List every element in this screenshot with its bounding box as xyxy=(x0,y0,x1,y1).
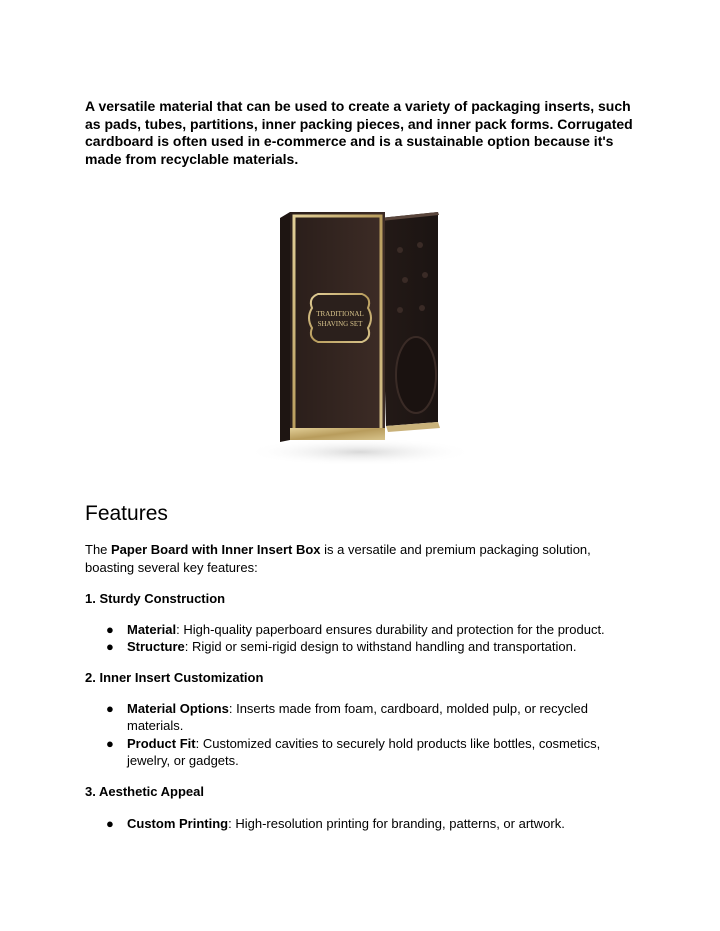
shaving-set-box-illustration xyxy=(240,190,480,475)
section-title-insert: 2. Inner Insert Customization xyxy=(85,670,264,685)
item-term: Product Fit xyxy=(127,735,196,751)
item-term: Structure xyxy=(127,639,185,655)
bullet-icon: ● xyxy=(106,816,114,831)
section-title-construction: 1. Sturdy Construction xyxy=(85,591,226,606)
features-intro-prefix: The xyxy=(85,542,112,557)
list-item xyxy=(106,735,626,770)
list-item xyxy=(106,621,626,638)
bullet-icon: ● xyxy=(106,622,114,637)
item-text: : High-resolution printing for branding, patterns, or artwork. xyxy=(228,816,565,831)
item-text: : Customized cavities to securely hold products like bottles, cosmetics, jewelry, or gadgets. xyxy=(127,735,601,768)
bullet-icon: ● xyxy=(106,735,114,751)
box-label xyxy=(309,294,371,342)
features-heading: Features xyxy=(85,502,168,525)
bullet-icon: ● xyxy=(106,639,114,655)
features-intro-suffix: is a versatile and premium packaging solution, boasting several key features: xyxy=(85,542,591,575)
item-term: Custom Printing xyxy=(127,816,229,831)
product-image xyxy=(240,190,480,475)
aesthetic-list xyxy=(106,815,626,832)
product-name: Paper Board with Inner Insert Box xyxy=(111,542,321,557)
insert-list xyxy=(106,700,626,769)
item-term: Material Options xyxy=(127,701,229,716)
bullet-icon: ● xyxy=(106,701,114,716)
list-item xyxy=(106,700,626,735)
item-text: : Rigid or semi-rigid design to withstand handling and transportation. xyxy=(184,639,577,655)
intro-paragraph: A versatile material that can be used to create a variety of packaging inserts, such as pads, tubes, partitions, inner packing pieces, and inner pack forms. Corrugated cardboard is often used in e-commerce and is a sustainable option because it's made from recyclable materials. xyxy=(85,98,633,167)
list-item xyxy=(106,638,626,655)
item-text: : High-quality paperboard ensures durability and protection for the product. xyxy=(176,622,605,637)
list-item xyxy=(106,815,626,832)
item-term: Material xyxy=(127,622,177,637)
label-line-2: SHAVING SET xyxy=(317,320,363,328)
construction-list xyxy=(106,621,626,656)
features-intro xyxy=(85,541,625,576)
label-line-1: TRADITIONAL xyxy=(316,310,364,318)
section-title-aesthetic: 3. Aesthetic Appeal xyxy=(85,784,204,799)
item-text: : Inserts made from foam, cardboard, molded pulp, or recycled materials. xyxy=(127,701,588,734)
